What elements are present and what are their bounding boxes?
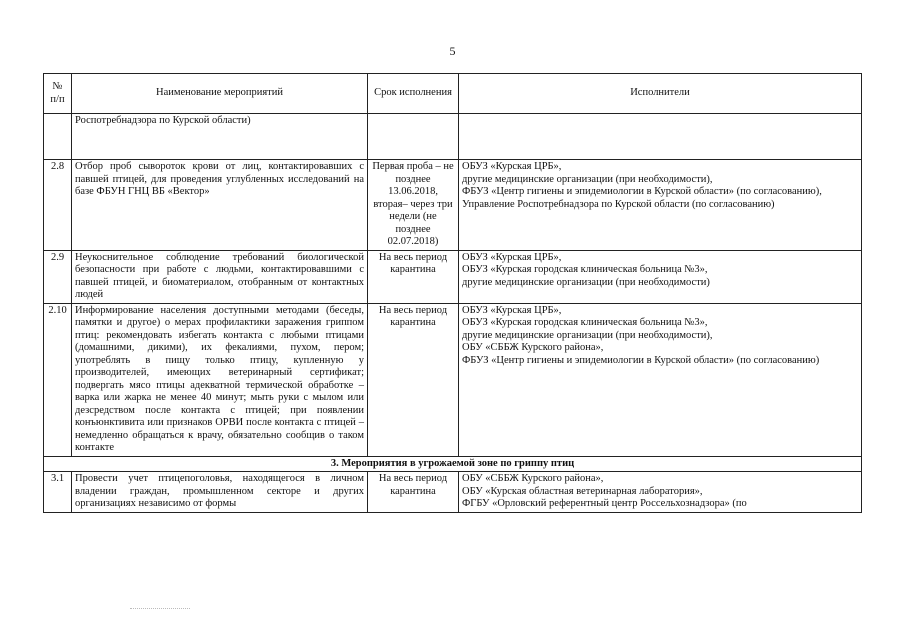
table-row xyxy=(44,114,862,160)
row-name: Неукоснительное соблюдение требований биологической безопасности при работе с людьми, контактировавшими с павшей птицей, и биоматериалом, отобранным от контактных людей xyxy=(72,250,368,303)
table-row xyxy=(44,303,862,456)
row-executors: ОБУЗ «Курская ЦРБ», другие медицинские организации (при необходимости), ФБУЗ «Центр гигиены и эпидемиологии в Курской области» (по согласованию), Управление Роспотребнадзора по Курской области (по согласованию) xyxy=(459,160,862,251)
table-header-row xyxy=(44,74,862,114)
row-name: Отбор проб сывороток крови от лиц, контактировавших с павшей птицей, для проведения углубленных исследований на базе ФБУН ГНЦ ВБ «Вектор» xyxy=(72,160,368,251)
row-deadline xyxy=(368,114,459,160)
row-num xyxy=(44,114,72,160)
scan-mark xyxy=(130,608,190,610)
row-num: 3.1 xyxy=(44,472,72,513)
header-num: № п/п xyxy=(44,74,72,114)
table-row xyxy=(44,160,862,251)
page-number: 5 xyxy=(449,44,456,58)
table-row xyxy=(44,472,862,513)
header-name: Наименование мероприятий xyxy=(72,74,368,114)
row-executors: ОБУ «СББЖ Курского района», ОБУ «Курская областная ветеринарная лаборатория», ФГБУ «Орловский референтный центр Россельхознадзора» (по xyxy=(459,472,862,513)
row-deadline: На весь период карантина xyxy=(368,472,459,513)
row-executors: ОБУЗ «Курская ЦРБ», ОБУЗ «Курская городская клиническая больница №3», другие медицинские организации (при необходимости) xyxy=(459,250,862,303)
row-name: Роспотребнадзора по Курской области) xyxy=(72,114,368,160)
row-deadline: Первая проба – не позднее 13.06.2018, вторая– через три недели (не позднее 02.07.2018) xyxy=(368,160,459,251)
row-num: 2.8 xyxy=(44,160,72,251)
section-row xyxy=(44,456,862,472)
header-executors: Исполнители xyxy=(459,74,862,114)
row-deadline: На весь период карантина xyxy=(368,250,459,303)
table-row xyxy=(44,250,862,303)
row-name: Провести учет птицепоголовья, находящегося в личном владении граждан, промышленном секторе и других организациях независимо от формы xyxy=(72,472,368,513)
row-executors: ОБУЗ «Курская ЦРБ», ОБУЗ «Курская городская клиническая больница №3», другие медицинские организации (при необходимости), ОБУ «СББЖ Курского района», ФБУЗ «Центр гигиены и эпидемиологии в Курской области» (по согласованию) xyxy=(459,303,862,456)
measures-table xyxy=(43,73,862,513)
row-num: 2.10 xyxy=(44,303,72,456)
row-name: Информирование населения доступными методами (беседы, памятки и другое) о мерах профилактики заражения гриппом птиц: рекомендовать избегать контакта с любыми птицами (домашними, дикими), их фекалиями, пухом, пером; употреблять в пищу только птицу, купленную у производителей, имеющих ветеринарный сертификат; подвергать мясо птицы адекватной термической обработке – варка или жарка не менее 40 минут; мыть руки с мылом или дезсредством после контакта с птицей; при появлении конъюнктивита или признаков ОРВИ после контакта с птицей – немедленно обращаться к врачу, обязательно сообщив о таком контакте xyxy=(72,303,368,456)
section-title: 3. Мероприятия в угрожаемой зоне по гриппу птиц xyxy=(44,456,862,472)
header-deadline: Срок исполнения xyxy=(368,74,459,114)
row-num: 2.9 xyxy=(44,250,72,303)
row-deadline: На весь период карантина xyxy=(368,303,459,456)
row-executors xyxy=(459,114,862,160)
